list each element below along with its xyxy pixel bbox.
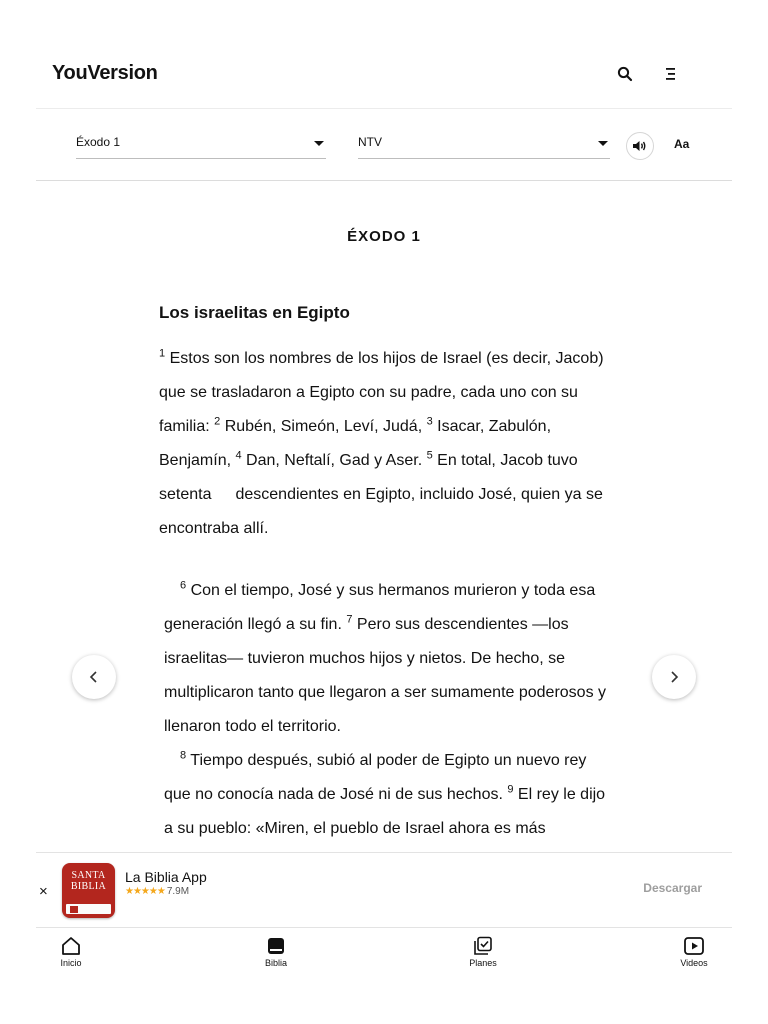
previous-chapter-button[interactable] [72, 655, 116, 699]
chevron-left-icon [88, 670, 100, 684]
version-value: NTV [358, 135, 382, 149]
book-chapter-value: Éxodo 1 [76, 135, 121, 149]
verse-text[interactable]: Rubén, Simeón, Leví, Judá, [220, 418, 427, 435]
verse-number: 4 [235, 449, 242, 462]
verse-number: 9 [507, 783, 514, 796]
version-selector[interactable] [358, 132, 610, 159]
verse-text[interactable]: Tiempo después, subió al poder de Egipto un nuevo rey que no conocía nada de José ni de sus hechos. [164, 752, 587, 803]
bottom-navigation [36, 926, 732, 986]
app-download-banner [36, 852, 732, 928]
verse-text[interactable]: Isacar, Zabulón, Benjamín, [159, 418, 552, 469]
search-button[interactable] [611, 62, 639, 86]
nav-label: Planes [469, 958, 497, 968]
download-count: 7.9M [166, 886, 190, 897]
verse-text[interactable]: El rey le dijo a su pueblo: «Miren, el pueblo de Israel ahora es más [164, 786, 606, 837]
app-icon-text: BIBLIA [70, 881, 107, 892]
app-rating [125, 886, 189, 897]
nav-item-videos[interactable] [659, 936, 729, 968]
chevron-down-icon [314, 141, 324, 146]
bible-icon [265, 936, 287, 956]
verse-number: 5 [426, 449, 433, 462]
nav-label: Inicio [60, 958, 82, 968]
plans-icon [472, 936, 494, 956]
nav-item-home[interactable] [36, 936, 106, 968]
verse-text[interactable]: Con el tiempo, José y sus hermanos murieron y toda esa generación llegó a su fin. [164, 582, 596, 633]
video-icon [683, 936, 705, 956]
verse-text[interactable]: Pero sus descendientes —los israelitas— tuvieron muchos hijos y nietos. De hecho, se multiplicaron tanto que llegaron a ser sumamente poderosos y llenaron todo el territorio. [164, 616, 607, 735]
verse-number: 2 [214, 415, 221, 428]
top-header [36, 50, 732, 109]
home-icon [60, 936, 82, 956]
chevron-right-icon [668, 670, 680, 684]
download-button[interactable]: Descargar [643, 881, 702, 895]
font-settings-button[interactable]: Aa [674, 137, 690, 151]
audio-button[interactable] [626, 132, 654, 160]
youversion-logo[interactable]: YouVersion [52, 62, 158, 84]
section-heading: Los israelitas en Egipto [159, 303, 350, 322]
nav-label: Biblia [264, 958, 287, 968]
menu-button[interactable] [657, 62, 685, 86]
paragraph [159, 342, 609, 546]
chapter-title: ÉXODO 1 [347, 228, 421, 245]
speaker-icon [632, 139, 648, 153]
verse-text[interactable]: Dan, Neftalí, Gad y Aser. [241, 452, 427, 469]
verse-number: 6 [180, 579, 187, 592]
app-icon-text: SANTA [71, 870, 106, 881]
paragraph [164, 574, 616, 846]
menu-icon [665, 67, 677, 81]
reader-toolbar [36, 108, 732, 181]
rating-stars: ★★★★★ [125, 886, 165, 897]
verse-text[interactable]: En total, Jacob tuvo setenta descendientes en Egipto, incluido José, quien ya se encontraba allí. [159, 452, 603, 537]
nav-item-bible[interactable] [241, 936, 311, 968]
book-chapter-selector[interactable] [76, 132, 326, 159]
search-icon [617, 66, 633, 82]
nav-label: Videos [680, 958, 708, 968]
app-name: La Biblia App [125, 869, 207, 885]
bible-app-icon[interactable] [62, 863, 115, 918]
verse-number: 7 [346, 613, 353, 626]
verse-number: 8 [180, 749, 187, 762]
verse-text[interactable]: Estos son los nombres de los hijos de Israel (es decir, Jacob) que se trasladaron a Egipto con su padre, cada uno con su familia: [159, 350, 604, 435]
nav-item-plans[interactable] [448, 936, 518, 968]
chevron-down-icon [598, 141, 608, 146]
verse-number: 1 [159, 347, 166, 360]
close-banner-button[interactable]: × [39, 883, 48, 900]
next-chapter-button[interactable] [652, 655, 696, 699]
verse-number: 3 [426, 415, 433, 428]
